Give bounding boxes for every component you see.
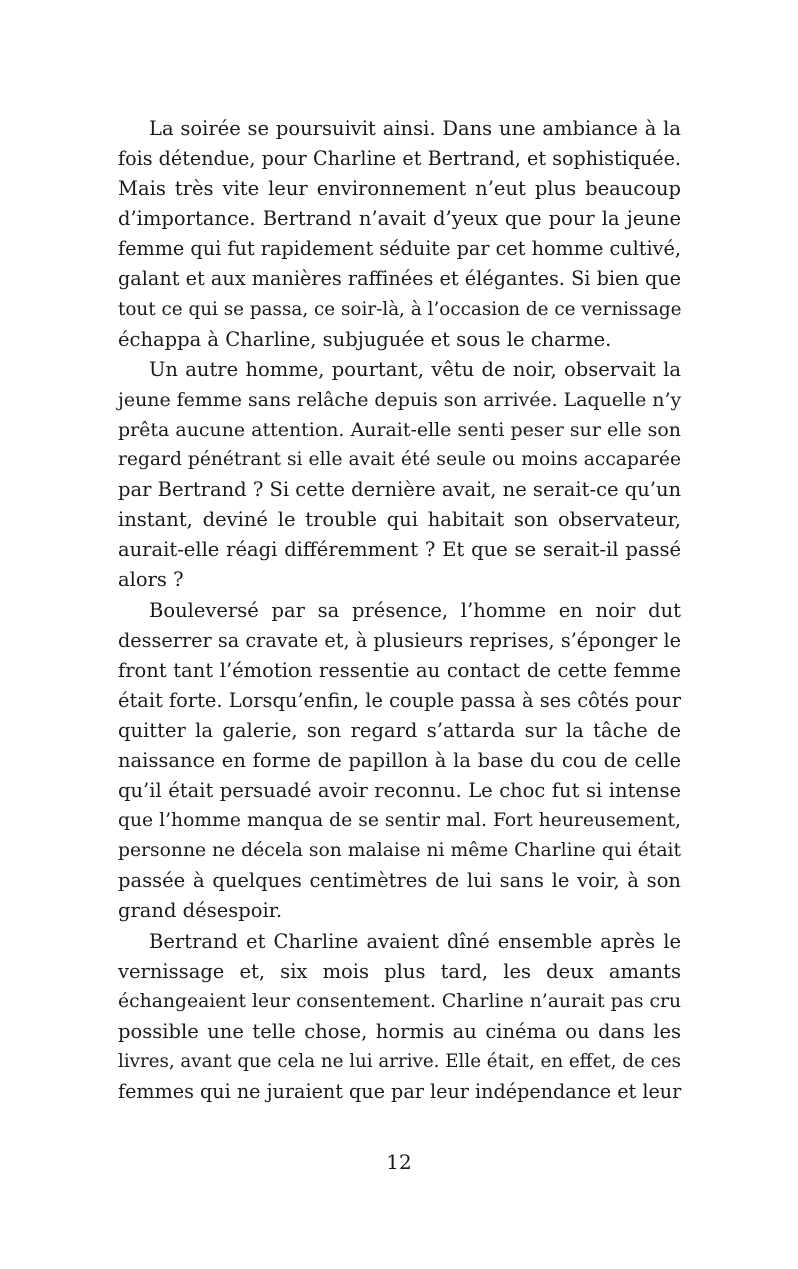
text-line: jeune femme sans relâche depuis son arrivée. Laquelle n’y [118, 388, 682, 411]
text-line: par Bertrand ? Si cette dernière avait, ne serait-ce qu’un [118, 478, 682, 502]
text-line: Mais très vite leur environnement n’eut plus beaucoup [118, 177, 681, 201]
text-line: échappa à Charline, subjuguée et sous le charme. [118, 327, 612, 351]
text-line: d’importance. Bertrand n’avait d’yeux que pour la jeune [118, 207, 681, 231]
text-line: qu’il était persuadé avoir reconnu. Le choc fut si intense [118, 779, 681, 803]
text-line: femmes qui ne juraient que par leur indépendance et leur [118, 1080, 682, 1103]
text-line: tout ce qui se passa, ce soir-là, à l’occasion de ce vernissage [118, 298, 682, 320]
text-line: alors ? [118, 568, 184, 592]
text-line: prêta aucune attention. Aurait-elle senti peser sur elle son [118, 418, 681, 441]
text-line: échangeaient leur consentement. Charline n’aurait pas cru [118, 990, 682, 1012]
paragraph [118, 596, 681, 927]
text-line: était forte. Lorsqu’enfin, le couple passa à ses côtés pour [118, 688, 681, 712]
text-line: possible une telle chose, hormis au cinéma ou dans les [118, 1019, 681, 1043]
text-line: desserrer sa cravate et, à plusieurs reprises, s’éponger le [118, 628, 681, 652]
text-line: passée à quelques centimètres de lui sans le voir, à son [118, 869, 681, 893]
text-line: personne ne décela son malaise ni même Charline qui était [118, 840, 681, 862]
text-line: fois détendue, pour Charline et Bertrand, et sophistiquée. [118, 147, 681, 171]
body-text [118, 114, 681, 1107]
text-line: Un autre homme, pourtant, vêtu de noir, observait la [149, 357, 681, 381]
paragraph [118, 355, 681, 596]
text-line: femme qui fut rapidement séduite par cet homme cultivé, [118, 237, 681, 261]
text-line: livres, avant que cela ne lui arrive. Elle était, en effet, de ces [118, 1050, 681, 1072]
paragraph [118, 114, 681, 355]
text-line: naissance en forme de papillon à la base du cou de celle [118, 748, 681, 772]
text-line: que l’homme manqua de se sentir mal. Fort heureusement, [118, 810, 681, 832]
text-line: Bertrand et Charline avaient dîné ensemble après le [149, 929, 681, 953]
text-line: quitter la galerie, son regard s’attarda sur la tâche de [118, 718, 681, 742]
text-line: La soirée se poursuivit ainsi. Dans une ambiance à la [149, 117, 681, 140]
text-line: regard pénétrant si elle avait été seule ou moins accaparée [118, 449, 681, 471]
text-line: grand désespoir. [118, 899, 283, 923]
text-line: instant, deviné le trouble qui habitait son observateur, [118, 508, 681, 532]
text-line: vernissage et, six mois plus tard, les deux amants [118, 959, 681, 983]
text-line: galant et aux manières raffinées et élégantes. Si bien que [118, 267, 681, 291]
paragraph [118, 927, 681, 1108]
text-line: aurait-elle réagi différemment ? Et que se serait-il passé [118, 538, 681, 562]
page-number: 12 [386, 1150, 412, 1174]
text-line: front tant l’émotion ressentie au contact de cette femme [118, 658, 681, 682]
text-line: Bouleversé par sa présence, l’homme en noir dut [149, 598, 681, 622]
